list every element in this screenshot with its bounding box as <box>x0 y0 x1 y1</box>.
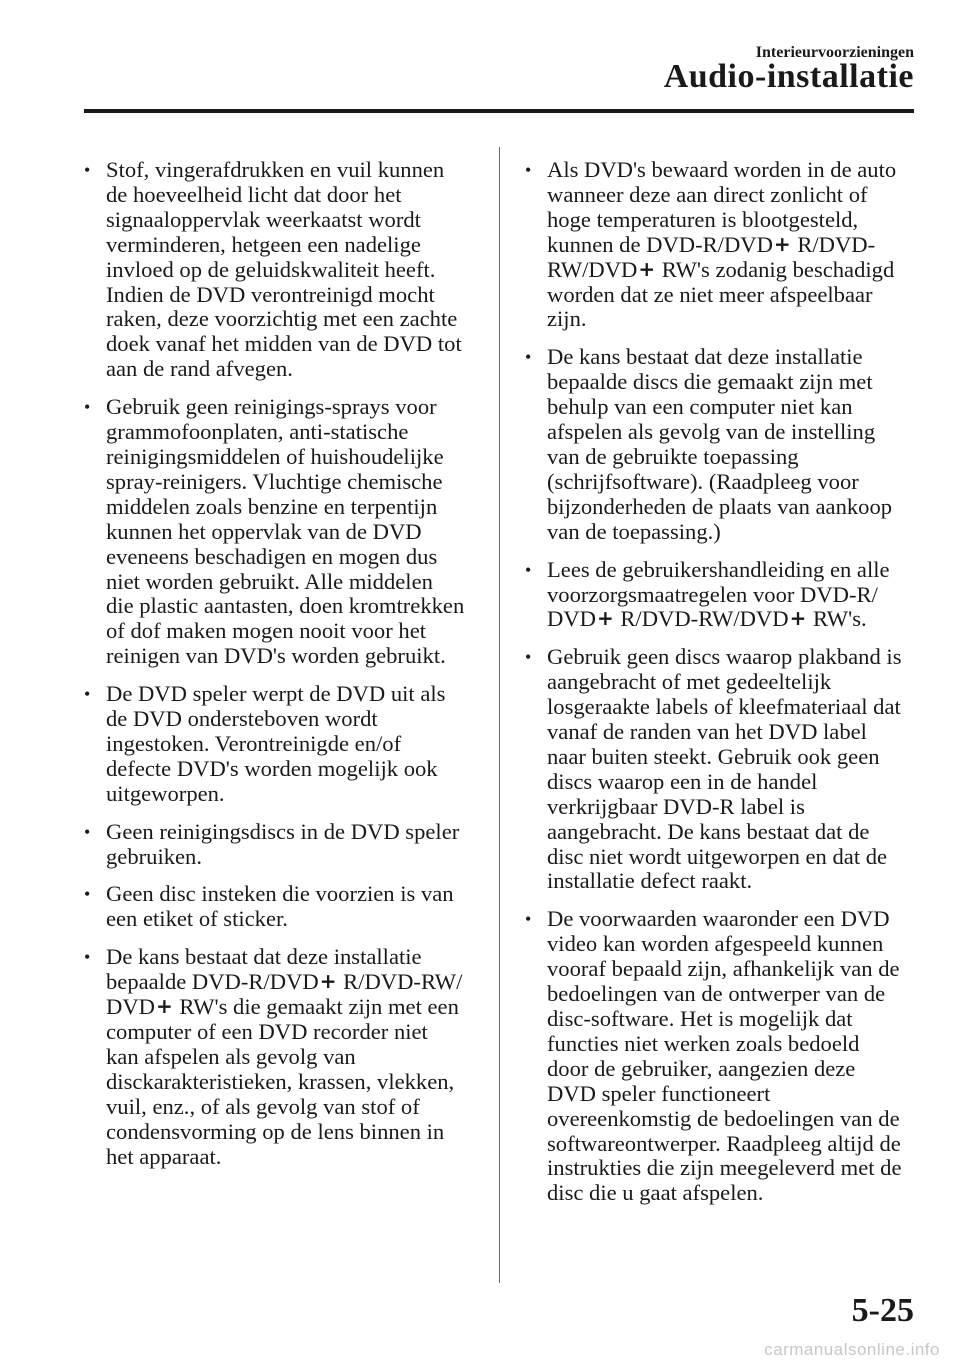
bullet-text-line: doek vanaf het midden van de DVD tot <box>106 331 462 357</box>
bullet-text-line: disc die u gaat afspelen. <box>547 1180 764 1206</box>
plus-symbol: + <box>155 994 173 1019</box>
bullet-text-line: discs waarop een in de handel <box>547 768 818 794</box>
left-column <box>82 158 474 1182</box>
bullet-text-line: instrukties die zijn meegeleverd met de <box>547 1155 902 1181</box>
bullet-text-line: ingestoken. Verontreinigde en/of <box>106 730 402 756</box>
bullet-text-line: DVD speler functioneert <box>547 1080 771 1106</box>
bullet-text-line: naar buiten steekt. Gebruik ook geen <box>547 743 880 769</box>
bullet-text-line: Gebruik geen reinigings-sprays voor <box>106 394 437 420</box>
bullet-text-line: een etiket of sticker. <box>106 906 288 932</box>
bullet-text-line: disckarakteristieken, krassen, vlekken, <box>106 1068 455 1094</box>
bullet-text-line: computer of een DVD recorder niet <box>106 1019 428 1044</box>
bullet-item <box>82 820 474 870</box>
bullet-text-line: invloed op de geluidskwaliteit heeft. <box>106 256 436 282</box>
bullet-text-line: Geen reinigingsdiscs in de DVD speler <box>106 818 460 844</box>
bullet-text-line: De kans bestaat dat deze installatie <box>106 944 422 970</box>
bullet-text-line: vooraf bepaald zijn, afhankelijk van de <box>547 956 900 982</box>
bullet-text-line: gebruiken. <box>106 843 202 869</box>
bullet-text-line: of dof maken mogen nooit voor het <box>106 618 427 644</box>
plus-symbol: + <box>319 969 337 994</box>
bullet-text-line: wanneer deze aan direct zonlicht of <box>547 181 868 207</box>
bullet-text-line: hoge temperaturen is blootgesteld, <box>547 206 859 232</box>
bullet-text-line: video kan worden afgespeeld kunnen <box>547 931 884 957</box>
bullet-text-line: grammofoonplaten, anti-statische <box>106 419 409 445</box>
bullet-item <box>82 882 474 932</box>
bullet-text-line: die plastic aantasten, doen kromtrekken <box>106 593 465 619</box>
bullet-text-line: aangebracht of met gedeeltelijk <box>547 669 832 695</box>
section-label: Interieurvoorzieningen <box>755 44 914 61</box>
bullet-text-line: de DVD ondersteboven wordt <box>106 706 378 732</box>
bullet-item <box>523 645 915 894</box>
bullet-text-line: (schrijfsoftware). (Raadpleeg voor <box>547 468 859 494</box>
header-rule <box>84 109 914 113</box>
bullet-item <box>523 158 915 332</box>
bullet-text-line: door de gebruiker, aangezien deze <box>547 1055 856 1081</box>
bullet-text-line: reinigingsmiddelen of huishoudelijke <box>106 443 444 469</box>
left-bullet-list <box>82 158 474 1169</box>
bullet-text-line: DVD+ R/DVD-RW/DVD+ RW's. <box>547 606 867 632</box>
bullet-text-line: de hoeveelheid licht dat door het <box>106 181 402 207</box>
bullet-text-line: Gebruik geen discs waarop plakband is <box>547 644 902 670</box>
bullet-text-line: raken, deze voorzichtig met een zachte <box>106 306 458 332</box>
bullet-icon: • <box>525 160 532 180</box>
bullet-text-line: middelen zoals benzine en terpentijn <box>106 493 438 519</box>
column-divider <box>499 147 500 1283</box>
bullet-text-line: softwareontwerper. Raadpleeg altijd de <box>547 1130 901 1156</box>
bullet-text-line: signaaloppervlak weerkaatst wordt <box>106 206 421 232</box>
bullet-item <box>82 158 474 382</box>
bullet-text-line: kan afspelen als gevolg van <box>106 1043 356 1069</box>
page-number: 5-25 <box>851 1292 914 1329</box>
bullet-text-line: bedoelingen van de ontwerper van de <box>547 981 886 1007</box>
bullet-icon: • <box>84 821 91 842</box>
bullet-item <box>523 558 915 633</box>
bullet-icon: • <box>84 684 91 705</box>
bullet-text-line: kunnen het oppervlak van de DVD <box>106 518 422 544</box>
bullet-text-line: reinigen van DVD's worden gebruikt. <box>106 643 446 669</box>
bullet-text-line: Als DVD's bewaard worden in de auto <box>547 157 897 182</box>
bullet-text-line: condensvorming op de lens binnen in <box>106 1118 445 1144</box>
bullet-text-line: De kans bestaat dat deze installatie <box>547 344 863 370</box>
bullet-text-line: De DVD speler werpt de DVD uit als <box>106 681 446 707</box>
bullet-item <box>523 907 915 1206</box>
bullet-text-line: Geen disc insteken die voorzien is van <box>106 881 454 907</box>
right-bullet-list <box>523 158 915 1206</box>
bullet-text-line: vanaf de randen van het DVD label <box>547 719 867 745</box>
bullet-text-line: eveneens beschadigen en mogen dus <box>106 543 438 569</box>
bullet-text-line: RW/DVD+ RW's zodanig beschadigd <box>547 256 895 282</box>
plus-symbol: + <box>773 231 791 256</box>
bullet-text-line: DVD+ RW's die gemaakt zijn met een <box>106 994 459 1020</box>
bullet-text-line: losgeraakte labels of kleefmateriaal dat <box>547 694 901 720</box>
bullet-icon: • <box>525 909 532 930</box>
bullet-icon: • <box>84 397 91 418</box>
bullet-text-line: aan de rand afvegen. <box>106 356 293 382</box>
right-column <box>523 158 915 1219</box>
bullet-text-line: voorzorgsmaatregelen voor DVD-R/ <box>547 581 878 607</box>
bullet-text-line: Lees de gebruikershandleiding en alle <box>547 556 890 582</box>
bullet-text-line: van de gebruikte toepassing <box>547 443 799 469</box>
bullet-text-line: De voorwaarden waaronder een DVD <box>547 906 890 932</box>
bullet-text-line: vuil, enz., of als gevolg van stof of <box>106 1093 420 1119</box>
bullet-text-line: worden dat ze niet meer afspeelbaar <box>547 281 873 307</box>
bullet-text-line: kunnen de DVD-R/DVD+ R/DVD- <box>547 231 876 257</box>
bullet-item <box>82 945 474 1169</box>
bullet-text-line: het apparaat. <box>106 1143 222 1169</box>
bullet-icon: • <box>525 559 532 580</box>
page-title: Audio-installatie <box>663 58 914 95</box>
bullet-text-line: defecte DVD's worden mogelijk ook <box>106 755 438 781</box>
bullet-text-line: aangebracht. De kans bestaat dat de <box>547 818 870 844</box>
bullet-item <box>82 395 474 669</box>
bullet-text-line: uitgeworpen. <box>106 780 225 806</box>
bullet-text-line: bepaalde DVD-R/DVD+ R/DVD-RW/ <box>106 969 463 995</box>
bullet-icon: • <box>525 347 532 368</box>
bullet-text-line: functies niet werken zoals bedoeld <box>547 1030 860 1056</box>
watermark: carmanualsonline.info <box>764 1340 940 1359</box>
bullet-text-line: disc niet wordt uitgeworpen en dat de <box>547 843 888 869</box>
bullet-text-line: zijn. <box>547 306 587 332</box>
bullet-text-line: installatie defect raakt. <box>547 868 753 894</box>
plus-symbol: + <box>596 606 614 631</box>
bullet-text-line: verminderen, hetgeen een nadelige <box>106 231 421 257</box>
bullet-text-line: spray-reinigers. Vluchtige chemische <box>106 468 443 494</box>
bullet-text-line: disc-software. Het is mogelijk dat <box>547 1006 853 1031</box>
plus-symbol: + <box>638 256 656 281</box>
bullet-item <box>523 345 915 544</box>
bullet-icon: • <box>84 947 91 968</box>
bullet-icon: • <box>525 647 532 668</box>
bullet-text-line: Indien de DVD verontreinigd mocht <box>106 281 435 307</box>
bullet-text-line: verkrijgbaar DVD-R label is <box>547 793 805 819</box>
bullet-item <box>82 682 474 807</box>
bullet-icon: • <box>84 160 91 180</box>
bullet-icon: • <box>84 884 91 905</box>
bullet-text-line: bepaalde discs die gemaakt zijn met <box>547 369 873 395</box>
bullet-text-line: bijzonderheden de plaats van aankoop <box>547 493 893 519</box>
bullet-text-line: van de toepassing.) <box>547 518 721 544</box>
plus-symbol: + <box>789 606 807 631</box>
bullet-text-line: afspelen als gevolg van de instelling <box>547 419 876 445</box>
bullet-text-line: niet worden gebruikt. Alle middelen <box>106 568 433 594</box>
bullet-text-line: Stof, vingerafdrukken en vuil kunnen <box>106 157 445 182</box>
bullet-text-line: behulp van een computer niet kan <box>547 394 853 420</box>
bullet-text-line: overeenkomstig de bedoelingen van de <box>547 1105 900 1131</box>
